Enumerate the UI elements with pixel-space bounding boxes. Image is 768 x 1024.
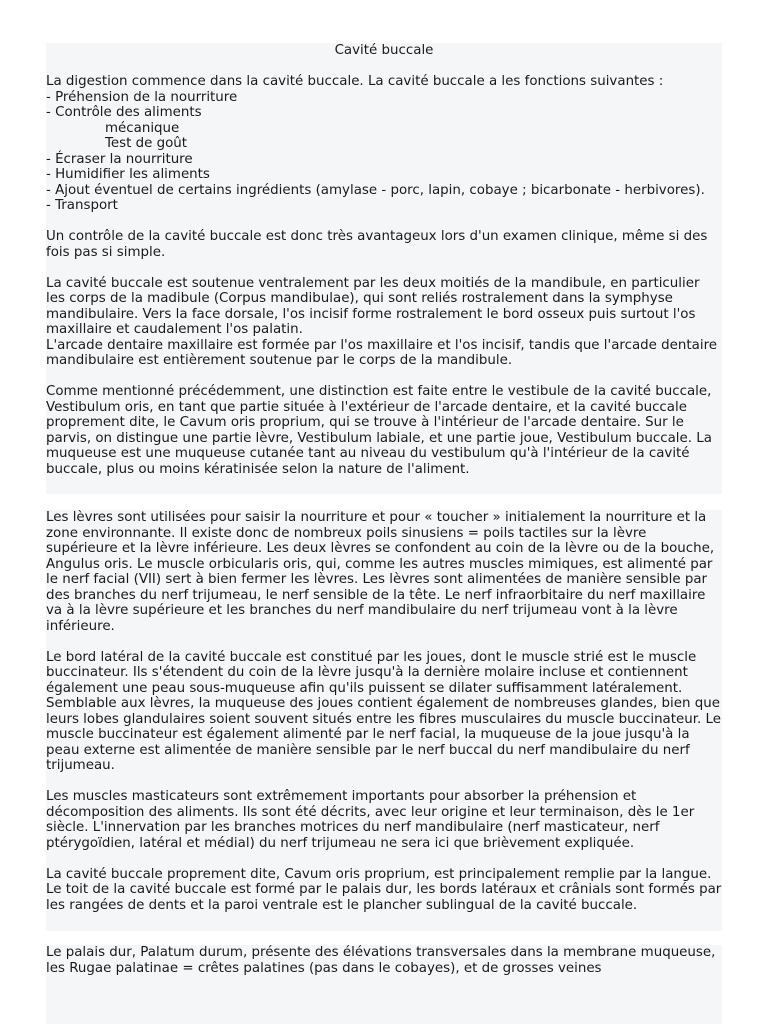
text-block-3: [46, 945, 722, 1024]
paragraph: Le bord latéral de la cavité buccale est constitué par les joues, dont le muscle strié est le muscle buccinateur. Ils s'étendent du coin de la lèvre jusqu'à la dernière molaire incluse et contiennent également une peau sous-muqueuse afin qu'ils puissent se dilater suffisamment latéralement. Semblable aux lèvres, la muqueuse des joues contient également de nombreuses glandes, bien que leurs lobes glandulaires soient souvent situés entre les fibres musculaires du muscle buccinateur. Le muscle buccinateur est également alimenté par le nerf facial, la muqueuse de la joue jusqu'à la peau externe est alimentée de manière sensible par le nerf buccal du nerf mandibulaire du nerf trijumeau.: [46, 649, 721, 773]
sub-list-item: Test de goût: [105, 136, 188, 151]
text-block-1: [46, 43, 722, 494]
paragraph: Un contrôle de la cavité buccale est donc très avantageux lors d'un examen clinique, même si des fois pas si simple.: [46, 229, 708, 260]
document-title: Cavité buccale: [334, 43, 434, 58]
sub-list-item: mécanique: [105, 120, 180, 136]
paragraph: La cavité buccale proprement dite, Cavum oris proprium, est principalement remplie par la langue. Le toit de la cavité buccale est formé par le palais dur, les bords latéraux et crânials sont formés par les rangées de dents et la paroi ventrale est le plancher sublingual de la cavité buccale.: [46, 866, 722, 913]
list-item: - Transport: [46, 198, 118, 213]
intro-paragraph: La digestion commence dans la cavité buccale. La cavité buccale a les fonctions suivantes :: [46, 74, 664, 89]
text-block-2: [46, 510, 722, 931]
list-item: - Préhension de la nourriture: [46, 89, 238, 105]
paragraph: Les lèvres sont utilisées pour saisir la nourriture et pour « toucher » initialement la nourriture et la zone environnante. Il existe donc de nombreux poils sinusiens = poils tactiles sur la lèvre supérieure et la lèvre inférieure. Les deux lèvres se confondent au coin de la lèvre ou de la bouche, Angulus oris. Le muscle orbicularis oris, qui, comme les autres muscles mimiques, est alimenté par le nerf facial (VII) sert à bien fermer les lèvres. Les lèvres sont alimentées de manière sensible par des branches du nerf trijumeau, le nerf sensible de la tête. Le nerf infraorbitaire du nerf maxillaire va à la lèvre supérieure et les branches du nerf mandibulaire du nerf trijumeau vont à la lèvre inférieure.: [46, 510, 715, 634]
list-item: - Humidifier les aliments: [46, 167, 210, 182]
paragraph: Comme mentionné précédemment, une distinction est faite entre le vestibule de la cavité buccale, Vestibulum oris, en tant que partie située à l'extérieur de l'arcade dentaire, et la cavité buccale proprement dite, le Cavum oris proprium, qui se trouve à l'intérieur de l'arcade dentaire. Sur le parvis, on distingue une partie lèvre, Vestibulum labiale, et une partie joue, Vestibulum buccale. La muqueuse est une muqueuse cutanée tant au niveau du vestibulum qu'à l'intérieur de la cavité buccale, plus ou moins kératinisée selon la nature de l'aliment.: [46, 384, 712, 477]
paragraph: L'arcade dentaire maxillaire est formée par l'os maxillaire et l'os incisif, tandis que l'arcade dentaire mandibulaire est entièrement soutenue par le corps de la mandibule.: [46, 337, 718, 368]
paragraph: La cavité buccale est soutenue ventralement par les deux moitiés de la mandibule, en particulier les corps de la madibule (Corpus mandibulae), qui sont reliés rostralement dans la symphyse mandibulaire. Vers la face dorsale, l'os incisif forme rostralement le bord osseux puis surtout l'os maxillaire et caudalement l'os palatin.: [46, 275, 700, 337]
list-item: - Écraser la nourriture: [46, 151, 193, 167]
function-list: [46, 90, 722, 214]
paragraph: Le palais dur, Palatum durum, présente des élévations transversales dans la membrane muqueuse, les Rugae palatinae = crêtes palatines (pas dans le cobayes), et de grosses veines: [46, 945, 716, 976]
list-item: - Contrôle des aliments: [46, 105, 202, 120]
paragraph: Les muscles masticateurs sont extrêmement importants pour absorber la préhension et décomposition des aliments. Ils sont été décrits, avec leur origine et leur terminaison, dès le 1er siècle. L'innervation par les branches motrices du nerf mandibulaire (nerf masticateur, nerf ptérygoïdien, latéral et médial) du nerf trijumeau ne sera ici que brièvement expliquée.: [46, 789, 695, 851]
list-item: - Ajout éventuel de certains ingrédients (amylase - porc, lapin, cobaye ; bicarbonate - herbivores).: [46, 182, 705, 198]
